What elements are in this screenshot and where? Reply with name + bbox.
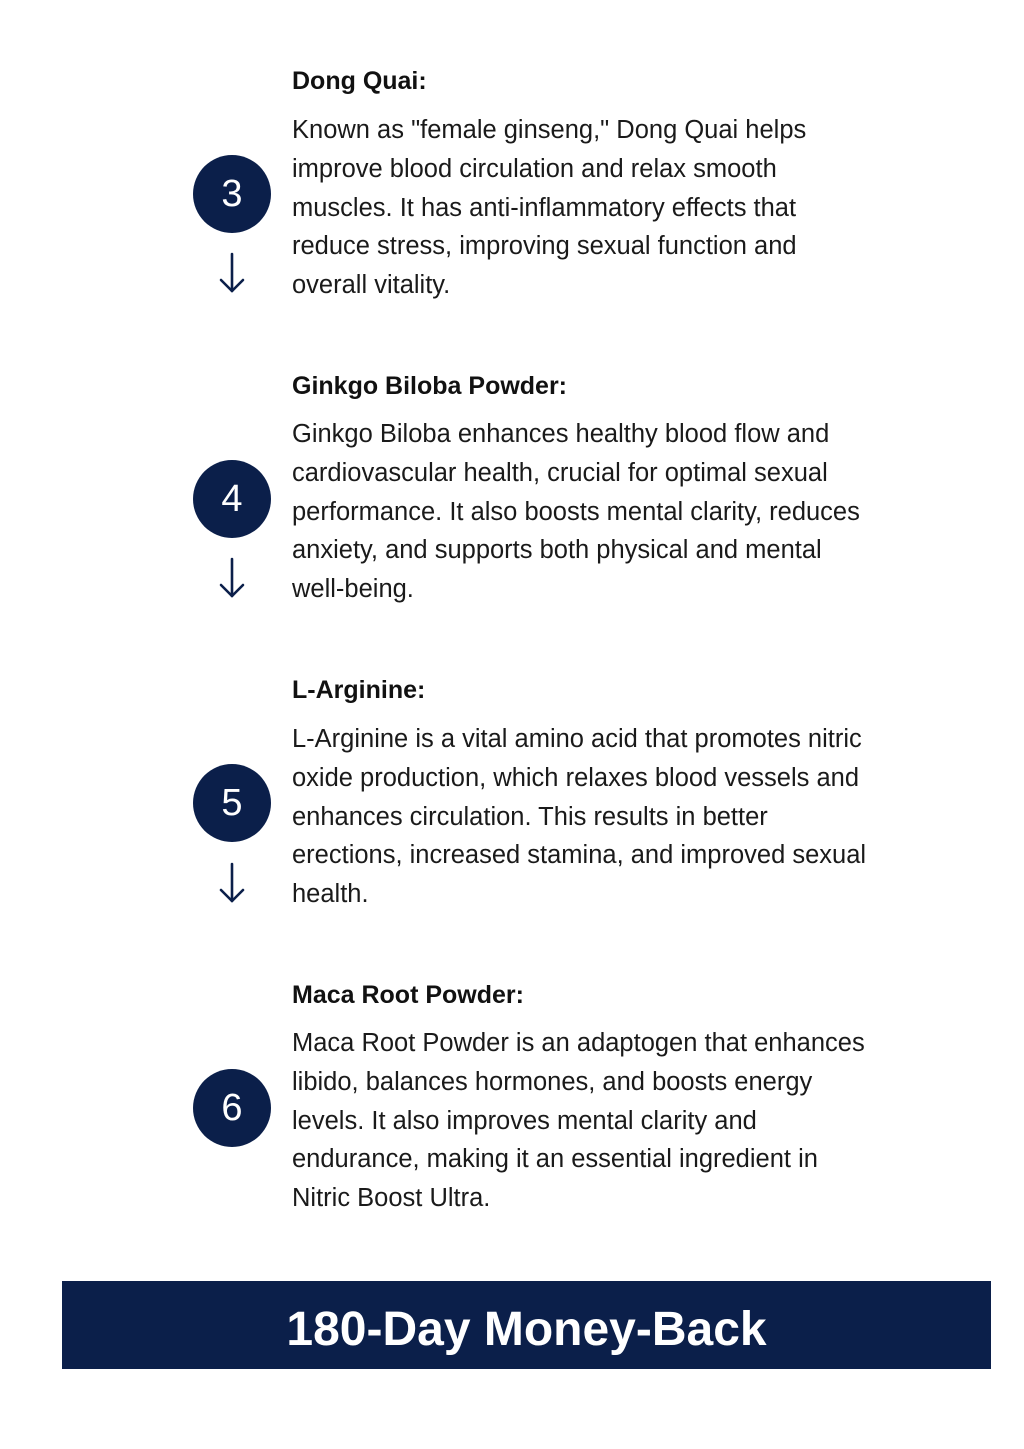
arrow-down-icon xyxy=(216,251,248,295)
step-number-badge: 3 xyxy=(193,155,271,233)
ingredient-title: Ginkgo Biloba Powder: xyxy=(292,372,568,400)
arrow-down-icon xyxy=(216,556,248,600)
ingredient-description: Maca Root Powder is an adaptogen that enhances libido, balances hormones, and boosts energy levels. It also improves mental clarity and endurance, making it an essential ingredient in Nitric Boost Ultra. xyxy=(292,1029,865,1213)
step-number-badge: 4 xyxy=(193,460,271,538)
step-number-badge: 6 xyxy=(193,1069,271,1147)
ingredient-title: Maca Root Powder: xyxy=(292,981,524,1009)
ingredient-title: L-Arginine: xyxy=(292,676,426,704)
ingredient-description: Known as "female ginseng," Dong Quai helps improve blood circulation and relax smooth muscles. It has anti-inflammatory effects that reduce stress, improving sexual function and overall vitality. xyxy=(292,116,807,300)
step-number-badge: 5 xyxy=(193,764,271,842)
arrow-down-icon xyxy=(216,861,248,905)
ingredient-title: Dong Quai: xyxy=(292,67,427,95)
ingredient-description: Ginkgo Biloba enhances healthy blood flow and cardiovascular health, crucial for optimal sexual performance. It also boosts mental clarity, reduces anxiety, and supports both physical and mental well-being. xyxy=(292,420,860,604)
ingredient-description: L-Arginine is a vital amino acid that promotes nitric oxide production, which relaxes blood vessels and enhances circulation. This results in better erections, increased stamina, and improved sexual health. xyxy=(292,725,867,909)
money-back-banner: 180-Day Money-Back xyxy=(62,1281,991,1369)
